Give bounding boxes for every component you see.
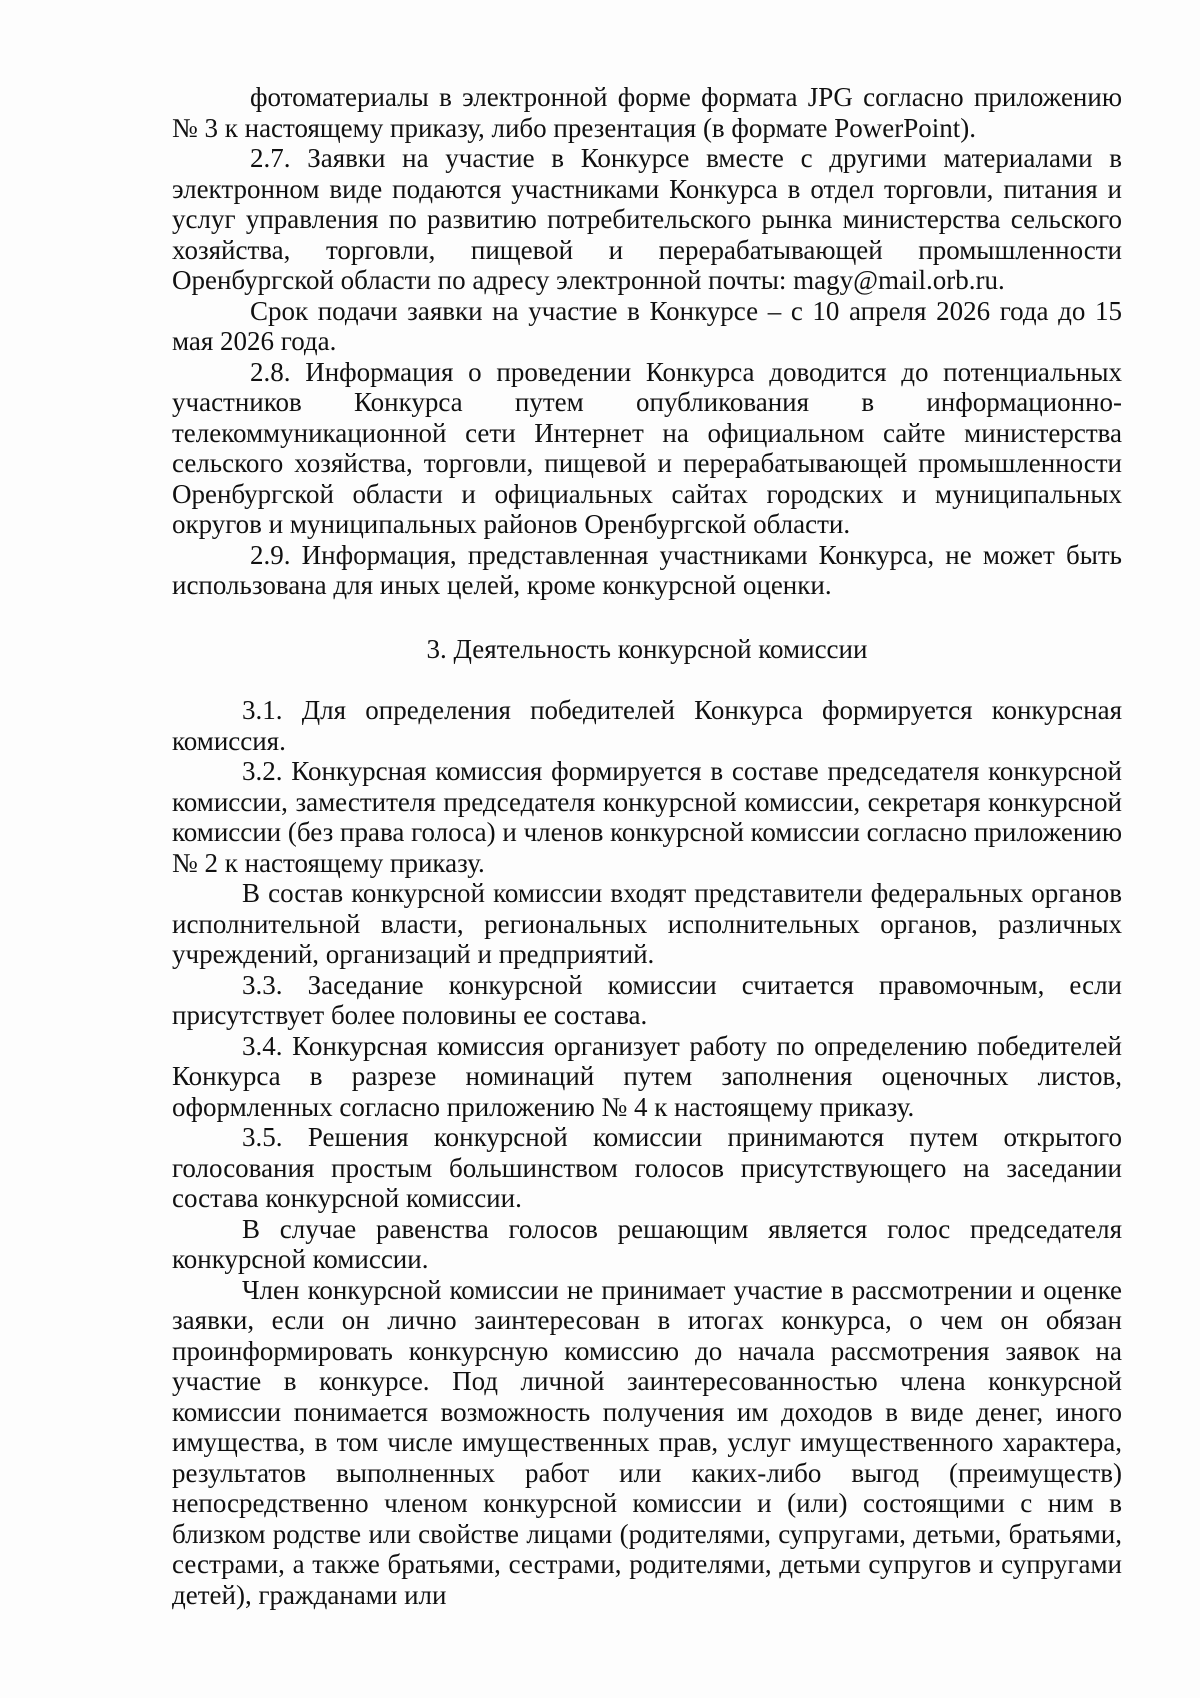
paragraph-tie-vote: В случае равенства голосов решающим является голос председателя конкурсной комиссии. (172, 1213, 1122, 1274)
paragraph-2-7: 2.7. Заявки на участие в Конкурсе вместе с другими материалами в электронном виде подаются участниками Конкурса в отдел торговли, питания и услуг управления по развитию потребительского рынка министерства сельского хозяйства, торговли, пищевой и перерабатывающей промышленности Оренбургской области по адресу электронной почты: magy@mail.orb.ru. (172, 143, 1122, 295)
paragraph-3-3: 3.3. Заседание конкурсной комиссии считается правомочным, если присутствует более половины ее состава. (172, 969, 1122, 1030)
paragraph-deadline: Срок подачи заявки на участие в Конкурсе – с 10 апреля 2026 года до 15 мая 2026 года. (172, 295, 1122, 356)
paragraph-photo-materials: фотоматериалы в электронной форме формата JPG согласно приложению № 3 к настоящему приказу, либо презентация (в формате PowerPoint). (172, 82, 1122, 143)
section-3 (172, 695, 1122, 1610)
paragraph-2-9: 2.9. Информация, представленная участниками Конкурса, не может быть использована для иных целей, кроме конкурсной оценки. (172, 539, 1122, 600)
paragraph-2-8: 2.8. Информация о проведении Конкурса доводится до потенциальных участников Конкурса путем опубликования в информационно-телекоммуникационной сети Интернет на официальном сайте министерства сельского хозяйства, торговли, пищевой и перерабатывающей промышленности Оренбургской области и официальных сайтах городских и муниципальных округов и муниципальных районов Оренбургской области. (172, 356, 1122, 539)
paragraph-3-2: 3.2. Конкурсная комиссия формируется в составе председателя конкурсной комиссии, заместителя председателя конкурсной комиссии, секретаря конкурсной комиссии (без права голоса) и членов конкурсной комиссии согласно приложению № 2 к настоящему приказу. (172, 756, 1122, 878)
document-body (172, 82, 1122, 1610)
paragraph-conflict-of-interest: Член конкурсной комиссии не принимает участие в рассмотрении и оценке заявки, если он лично заинтересован в итогах конкурса, о чем он обязан проинформировать конкурсную комиссию до начала рассмотрения заявок на участие в конкурсе. Под личной заинтересованностью члена конкурсной комиссии понимается возможность получения им доходов в виде денег, иного имущества, в том числе имущественных прав, услуг имущественного характера, результатов выполненных работ или каких-либо выгод (преимуществ) непосредственно членом конкурсной комиссии и (или) состоящими с ним в близком родстве или свойстве лицами (родителями, супругами, детьми, братьями, сестрами, а также братьями, сестрами, родителями, детьми супругов и супругами детей), гражданами или (172, 1274, 1122, 1610)
section-3-heading: 3. Деятельность конкурсной комиссии (426, 633, 868, 664)
section-2-continuation (172, 82, 1122, 601)
paragraph-3-1: 3.1. Для определения победителей Конкурса формируется конкурсная комиссия. (172, 695, 1122, 756)
paragraph-3-4: 3.4. Конкурсная комиссия организует работу по определению победителей Конкурса в разрезе номинаций путем заполнения оценочных листов, оформленных согласно приложению № 4 к настоящему приказу. (172, 1030, 1122, 1122)
paragraph-commission-composition: В состав конкурсной комиссии входят представители федеральных органов исполнительной власти, региональных исполнительных органов, различных учреждений, организаций и предприятий. (172, 878, 1122, 969)
paragraph-3-5: 3.5. Решения конкурсной комиссии принимаются путем открытого голосования простым большинством голосов присутствующего на заседании состава конкурсной комиссии. (172, 1122, 1122, 1213)
